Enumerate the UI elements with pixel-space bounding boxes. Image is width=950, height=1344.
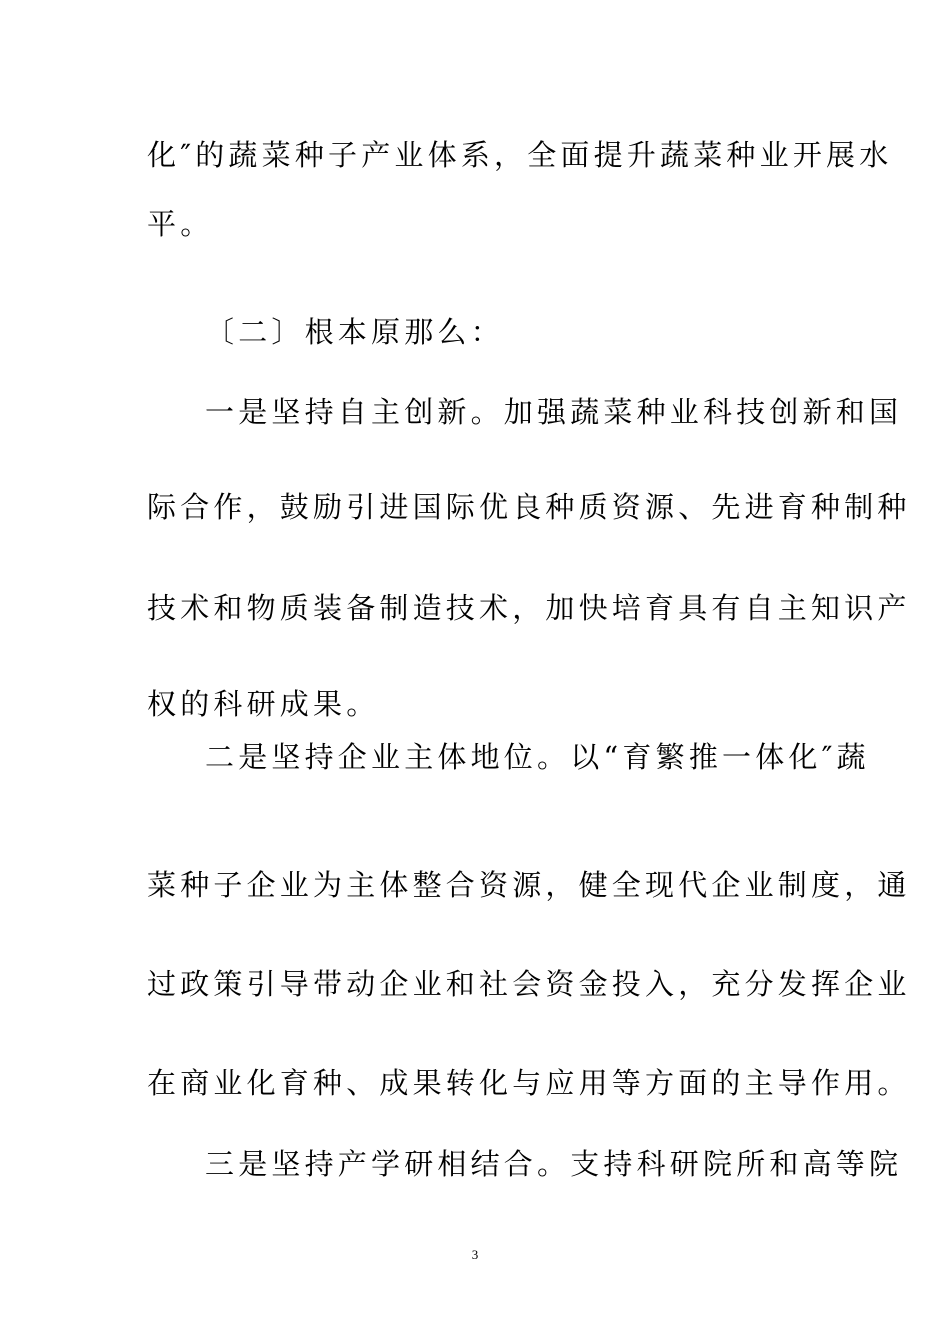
text-line: 权的科研成果。	[147, 687, 380, 721]
text-line: 过政策引导带动企业和社会资金投入，充分发挥企业	[147, 967, 911, 1001]
text-line: 平。	[147, 207, 214, 241]
paragraph-start-line: 三是坚持产学研相结合。支持科研院所和高等院	[205, 1147, 903, 1181]
paragraph-start-line: 二是坚持企业主体地位。以“育繁推一体化″蔬	[205, 740, 870, 774]
text-line: 化″的蔬菜种子产业体系，全面提升蔬菜种业开展水	[147, 138, 893, 172]
text-line: 技术和物质装备制造技术，加快培育具有自主知识产	[147, 591, 911, 625]
paragraph-start-line: 一是坚持自主创新。加强蔬菜种业科技创新和国	[205, 395, 903, 429]
text-line: 菜种子企业为主体整合资源，健全现代企业制度，通	[147, 868, 911, 902]
text-line: 际合作，鼓励引进国际优良种质资源、先进育种制种	[147, 490, 911, 524]
section-heading: 〔二〕根本原那么：	[205, 315, 504, 349]
page-number: 3	[471, 1247, 479, 1262]
text-line: 在商业化育种、成果转化与应用等方面的主导作用。	[147, 1066, 911, 1100]
